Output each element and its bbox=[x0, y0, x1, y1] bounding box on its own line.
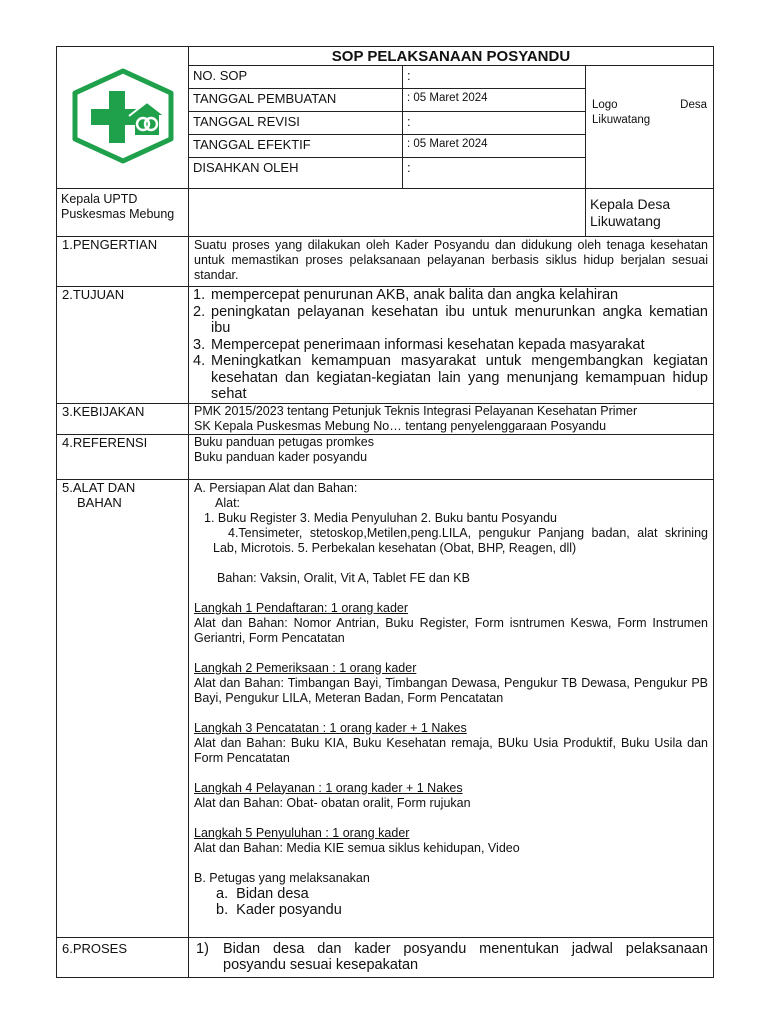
langkah-text: Alat dan Bahan: Timbangan Bayi, Timbangan Dewasa, Pengukur TB Dewasa, Pengukur PB Bayi, Pengukur LILA, Meteran Badan, Form Pencatatan bbox=[194, 675, 708, 705]
langkah-title: Langkah 5 Penyuluhan : 1 orang kader bbox=[194, 825, 410, 840]
signer-left: Kepala UPTD Puskesmas Mebung bbox=[57, 189, 189, 237]
tgl-pembuatan-value: : 05 Maret 2024 bbox=[403, 89, 586, 112]
list-item: 1) Bidan desa dan kader posyandu menentukan jadwal pelaksanaan posyandu sesuai kesepakatan bbox=[196, 940, 708, 973]
tujuan-label: 2.TUJUAN bbox=[57, 287, 189, 404]
logo-desa-label2: Desa bbox=[680, 99, 707, 111]
proses-label: 6.PROSES bbox=[57, 937, 189, 977]
logo-desa-name: Likuwatang bbox=[592, 114, 651, 126]
referensi-line: Buku panduan kader posyandu bbox=[194, 449, 368, 464]
signature-space bbox=[189, 189, 586, 237]
proses-cell bbox=[189, 937, 714, 977]
pengertian-text: Suatu proses yang dilakukan oleh Kader Posyandu dan didukung oleh tenaga kesehatan untuk memastikan proses pelaksanaan pelayanan berbasis siklus hidup berjalan sesuai standar. bbox=[189, 237, 714, 287]
tgl-pembuatan-label: TANGGAL PEMBUATAN bbox=[189, 89, 403, 112]
sop-document bbox=[56, 46, 713, 978]
list-item: 2. peningkatan pelayanan kesehatan ibu untuk menurunkan angka kematian ibu bbox=[193, 303, 708, 336]
pengertian-label: 1.PENGERTIAN bbox=[57, 237, 189, 287]
langkah-text: Alat dan Bahan: Media KIE semua siklus kehidupan, Video bbox=[194, 840, 520, 855]
tujuan-list-cell bbox=[189, 287, 714, 404]
langkah-text: Alat dan Bahan: Obat- obatan oralit, Form rujukan bbox=[194, 795, 471, 810]
langkah-text: Alat dan Bahan: Nomor Antrian, Buku Register, Form isntrumen Keswa, Form Instrumen Geriantri, Form Pencatatan bbox=[194, 615, 708, 645]
no-sop-label: NO. SOP bbox=[189, 66, 403, 89]
disahkan-value: : bbox=[403, 158, 586, 189]
referensi-label: 4.REFERENSI bbox=[57, 434, 189, 479]
logo-desa-label: Logo bbox=[592, 99, 618, 111]
referensi-line: Buku panduan petugas promkes bbox=[194, 434, 374, 449]
tujuan-list bbox=[189, 287, 708, 403]
langkah-title: Langkah 1 Pendaftaran: 1 orang kader bbox=[194, 600, 409, 615]
alat-cell bbox=[189, 479, 714, 937]
langkah-title: Langkah 2 Pemeriksaan : 1 orang kader bbox=[194, 660, 417, 675]
referensi-cell bbox=[189, 434, 714, 479]
kebijakan-line: SK Kepala Puskesmas Mebung No… tentang penyelenggaraan Posyandu bbox=[194, 418, 607, 433]
list-item: 3. Mempercepat penerimaan informasi kesehatan kepada masyarakat bbox=[193, 336, 645, 353]
tgl-revisi-value: : bbox=[403, 112, 586, 135]
signer-right: Kepala Desa Likuwatang bbox=[586, 189, 714, 237]
alat-line: 1. Buku Register 3. Media Penyuluhan 2. Buku bantu Posyandu bbox=[204, 510, 558, 525]
petugas-title: B. Petugas yang melaksanakan bbox=[194, 870, 370, 885]
bahan-line: Bahan: Vaksin, Oralit, Vit A, Tablet FE dan KB bbox=[217, 570, 470, 585]
langkah-title: Langkah 3 Pencatatan : 1 orang kader + 1 Nakes bbox=[194, 720, 467, 735]
document-title: SOP PELAKSANAAN POSYANDU bbox=[189, 47, 714, 66]
logo-desa-cell bbox=[586, 66, 714, 189]
tgl-revisi-label: TANGGAL REVISI bbox=[189, 112, 403, 135]
list-item: 1. mempercepat penurunan AKB, anak balita dan angka kelahiran bbox=[193, 287, 619, 303]
langkah-text: Alat dan Bahan: Buku KIA, Buku Kesehatan remaja, BUku Usia Produktif, Buku Usila dan Form Pencatatan bbox=[194, 735, 708, 765]
kebijakan-label: 3.KEBIJAKAN bbox=[57, 403, 189, 434]
puskesmas-logo-cell bbox=[57, 47, 189, 189]
list-item: b. Kader posyandu bbox=[216, 902, 342, 918]
kebijakan-line: PMK 2015/2023 tentang Petunjuk Teknis Integrasi Pelayanan Kesehatan Primer bbox=[194, 403, 638, 418]
list-item: 4. Meningkatkan kemampuan masyarakat untuk mengembangkan kegiatan kesehatan dan kegiatan-kegiatan lain yang menunjang kemampuan hidup sehat bbox=[193, 353, 708, 402]
alat-line: 4.Tensimeter, stetoskop,Metilen,peng.LILA, pengukur Panjang badan, alat skrining Lab, Microtois. 5. Perbekalan kesehatan (Obat, BHP, Reagen, dll) bbox=[213, 525, 708, 555]
alat-label: 5.ALAT DAN BAHAN bbox=[57, 479, 189, 937]
disahkan-label: DISAHKAN OLEH bbox=[189, 158, 403, 189]
no-sop-value: : bbox=[403, 66, 586, 89]
kebijakan-cell bbox=[189, 403, 714, 434]
puskesmas-logo-icon bbox=[69, 67, 177, 165]
langkah-title: Langkah 4 Pelayanan : 1 orang kader + 1 Nakes bbox=[194, 780, 463, 795]
tgl-efektif-value: : 05 Maret 2024 bbox=[403, 135, 586, 158]
alat-a-title: A. Persiapan Alat dan Bahan: bbox=[194, 480, 358, 495]
tgl-efektif-label: TANGGAL EFEKTIF bbox=[189, 135, 403, 158]
list-item: a. Bidan desa bbox=[216, 885, 309, 902]
alat-subtitle: Alat: bbox=[215, 495, 241, 510]
sop-table bbox=[56, 46, 714, 978]
